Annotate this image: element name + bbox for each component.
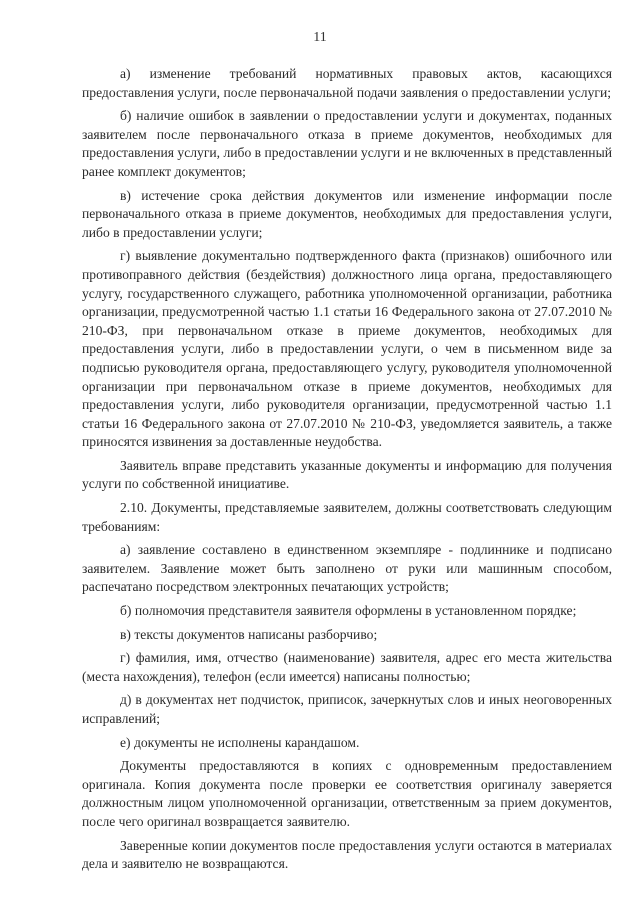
paragraph-item-d-2: д) в документах нет подчисток, приписок, зачеркнутых слов и иных неоговоренных исправлений; [82,692,612,726]
page-number: 11 [313,30,327,45]
paragraph-item-b-1: б) наличие ошибок в заявлении о предоставлении услуги и документах, поданных заявителем после первоначального отказа в приеме документов, необходимых для предоставления услуги, либо в предоставлении услуги и не включенных в представленный ранее комплект документов; [82,108,612,179]
paragraph-item-g-1: г) выявление документально подтвержденного факта (признаков) ошибочного или противоправного действия (бездействия) должностного лица органа, предоставляющего услугу, государственного служащего, работника уполномоченной организации, работника организации, предусмотренной частью 1.1 статьи 16 Федерального закона от 27.07.2010 № 210-ФЗ, при первоначальном отказе в приеме документов, необходимых для предоставления услуги, либо в предоставлении услуги, о чем в письменном виде за подписью руководителя органа, предоставляющего услугу, руководителя уполномоченной организации при первоначальном отказе в приеме документов, необходимых для предоставления услуги, либо руководителя организации, предусмотренной частью 1.1 статьи 16 Федерального закона от 27.07.2010 № 210-ФЗ, уведомляется заявитель, а также приносятся извинения за доставленные неудобства. [82,248,612,450]
paragraph-item-b-2: б) полномочия представителя заявителя оформлены в установленном порядке; [120,603,577,619]
paragraph-item-a-1: а) изменение требований нормативных правовых актов, касающихся предоставления услуги, после первоначальной подачи заявления о предоставлении услуги; [82,66,612,100]
paragraph-item-e-2: е) документы не исполнены карандашом. [120,734,360,750]
paragraph-item-v-1: в) истечение срока действия документов или изменение информации после первоначального отказа в приеме документов, необходимых для предоставления услуги, либо в предоставлении услуги; [82,187,612,240]
paragraph-item-g-2: г) фамилия, имя, отчество (наименование) заявителя, адрес его места жительства (места нахождения), телефон (если имеется) написаны полностью; [82,650,612,684]
paragraph-section-2-10: 2.10. Документы, представляемые заявителем, должны соответствовать следующим требованиям: [82,500,612,534]
paragraph-certified-copies: Заверенные копии документов после предоставления услуги остаются в материалах дела и заявителю не возвращаются. [82,837,612,872]
paragraph-copies: Документы предоставляются в копиях с одновременным предоставлением оригинала. Копия документа после проверки ее соответствия оригиналу заверяется должностным лицом уполномоченной организации, ответственным за прием документов, после чего оригинал возвращается заявителю. [82,758,612,829]
document-body [82,65,612,874]
paragraph-applicant-right: Заявитель вправе представить указанные документы и информацию для получения услуги по собственной инициативе. [82,457,612,492]
paragraph-item-a-2: а) заявление составлено в единственном экземпляре - подлиннике и подписано заявителем. Заявление может быть заполнено от руки или машинным способом, распечатано посредством электронных печатающих устройств; [82,542,612,595]
paragraph-item-v-2: в) тексты документов написаны разборчиво; [120,626,378,642]
